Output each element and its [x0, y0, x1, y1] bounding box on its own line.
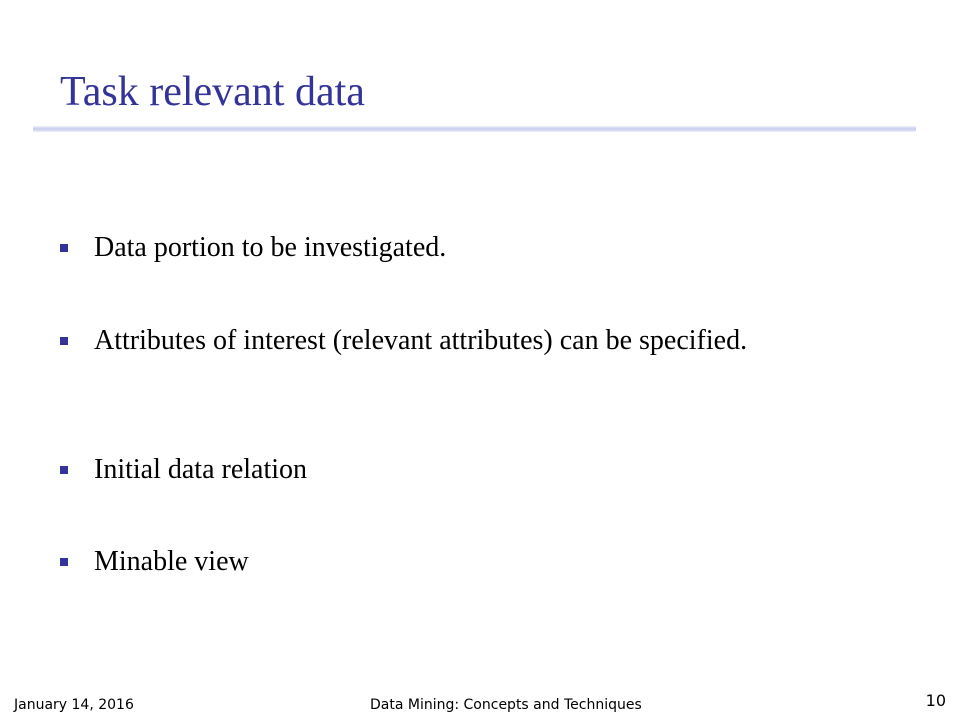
bullet-item — [60, 454, 905, 486]
square-bullet-icon — [60, 337, 68, 345]
bullet-text: Initial data relation — [94, 454, 308, 485]
bullet-text: Attributes of interest (relevant attributes) can be specified. — [94, 325, 748, 356]
title-underline-rule — [33, 126, 916, 132]
square-bullet-icon — [60, 466, 68, 474]
bullet-item — [60, 325, 905, 357]
slide-title: Task relevant data — [60, 69, 365, 115]
square-bullet-icon — [60, 558, 68, 566]
footer-date: January 14, 2016 — [14, 697, 134, 713]
footer-course-title: Data Mining: Concepts and Techniques — [370, 697, 642, 713]
slide-page-number: 10 — [925, 691, 946, 710]
square-bullet-icon — [60, 244, 68, 252]
bullet-text: Data portion to be investigated. — [94, 232, 447, 263]
bullet-item — [60, 232, 905, 264]
bullet-item — [60, 546, 905, 578]
bullet-text: Minable view — [94, 546, 249, 577]
